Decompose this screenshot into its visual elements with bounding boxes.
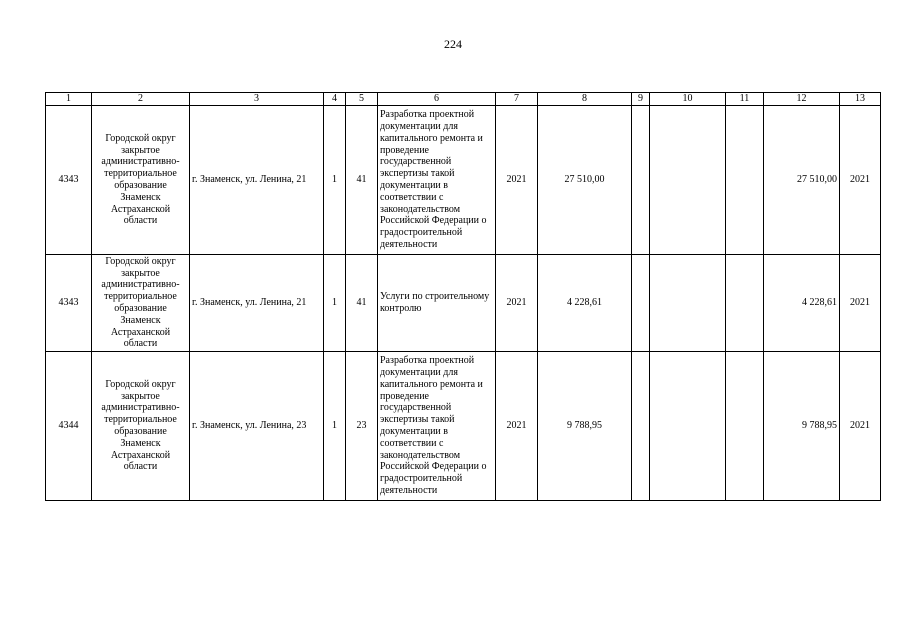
column-header: 5: [346, 93, 378, 106]
work-description-cell: Разработка проектной документации для капитального ремонта и проведение государственной экспертизы такой документации в соответствии с законодательством Российской Федерации о градостроительной деятельности: [378, 106, 496, 255]
column-header: 9: [632, 93, 650, 106]
col11-cell: [726, 106, 764, 255]
address-cell: г. Знаменск, ул. Ленина, 23: [190, 352, 324, 501]
table-row: [46, 352, 881, 501]
work-description-cell: Разработка проектной документации для капитального ремонта и проведение государственной экспертизы такой документации в соответствии с законодательством Российской Федерации о градостроительной деятельности: [378, 352, 496, 501]
amount-total-cell: 9 788,95: [764, 352, 840, 501]
column-header: 3: [190, 93, 324, 106]
header-row: [46, 93, 881, 106]
year-cell: 2021: [496, 106, 538, 255]
col11-cell: [726, 255, 764, 352]
amount-total-cell: 4 228,61: [764, 255, 840, 352]
col5-cell: 41: [346, 255, 378, 352]
page-number: 224: [444, 37, 462, 51]
col5-cell: 23: [346, 352, 378, 501]
col4-cell: 1: [324, 352, 346, 501]
column-header: 8: [538, 93, 632, 106]
col9-cell: [632, 255, 650, 352]
column-header: 1: [46, 93, 92, 106]
column-header: 13: [840, 93, 881, 106]
end-year-cell: 2021: [840, 255, 881, 352]
address-cell: г. Знаменск, ул. Ленина, 21: [190, 106, 324, 255]
row-number-cell: 4344: [46, 352, 92, 501]
end-year-cell: 2021: [840, 352, 881, 501]
amount-total-cell: 27 510,00: [764, 106, 840, 255]
municipality-cell: Городской округ закрытое административно-территориальное образование Знаменск Астраханской области: [92, 352, 190, 501]
col10-cell: [650, 352, 726, 501]
table-row: [46, 106, 881, 255]
column-header: 7: [496, 93, 538, 106]
end-year-cell: 2021: [840, 106, 881, 255]
column-header: 12: [764, 93, 840, 106]
amount-cell: 27 510,00: [538, 106, 632, 255]
row-number-cell: 4343: [46, 106, 92, 255]
col10-cell: [650, 255, 726, 352]
year-cell: 2021: [496, 255, 538, 352]
col9-cell: [632, 106, 650, 255]
column-header: 11: [726, 93, 764, 106]
col9-cell: [632, 352, 650, 501]
data-table: [45, 92, 881, 501]
column-header: 10: [650, 93, 726, 106]
col4-cell: 1: [324, 106, 346, 255]
row-number-cell: 4343: [46, 255, 92, 352]
municipality-cell: Городской округ закрытое административно-территориальное образование Знаменск Астраханской области: [92, 255, 190, 352]
col10-cell: [650, 106, 726, 255]
table-row: [46, 255, 881, 352]
year-cell: 2021: [496, 352, 538, 501]
amount-cell: 9 788,95: [538, 352, 632, 501]
municipality-cell: Городской округ закрытое административно-территориальное образование Знаменск Астраханской области: [92, 106, 190, 255]
amount-cell: 4 228,61: [538, 255, 632, 352]
column-header: 2: [92, 93, 190, 106]
address-cell: г. Знаменск, ул. Ленина, 21: [190, 255, 324, 352]
col5-cell: 41: [346, 106, 378, 255]
col11-cell: [726, 352, 764, 501]
col4-cell: 1: [324, 255, 346, 352]
work-description-cell: Услуги по строительному контролю: [378, 255, 496, 352]
column-header: 6: [378, 93, 496, 106]
column-header: 4: [324, 93, 346, 106]
